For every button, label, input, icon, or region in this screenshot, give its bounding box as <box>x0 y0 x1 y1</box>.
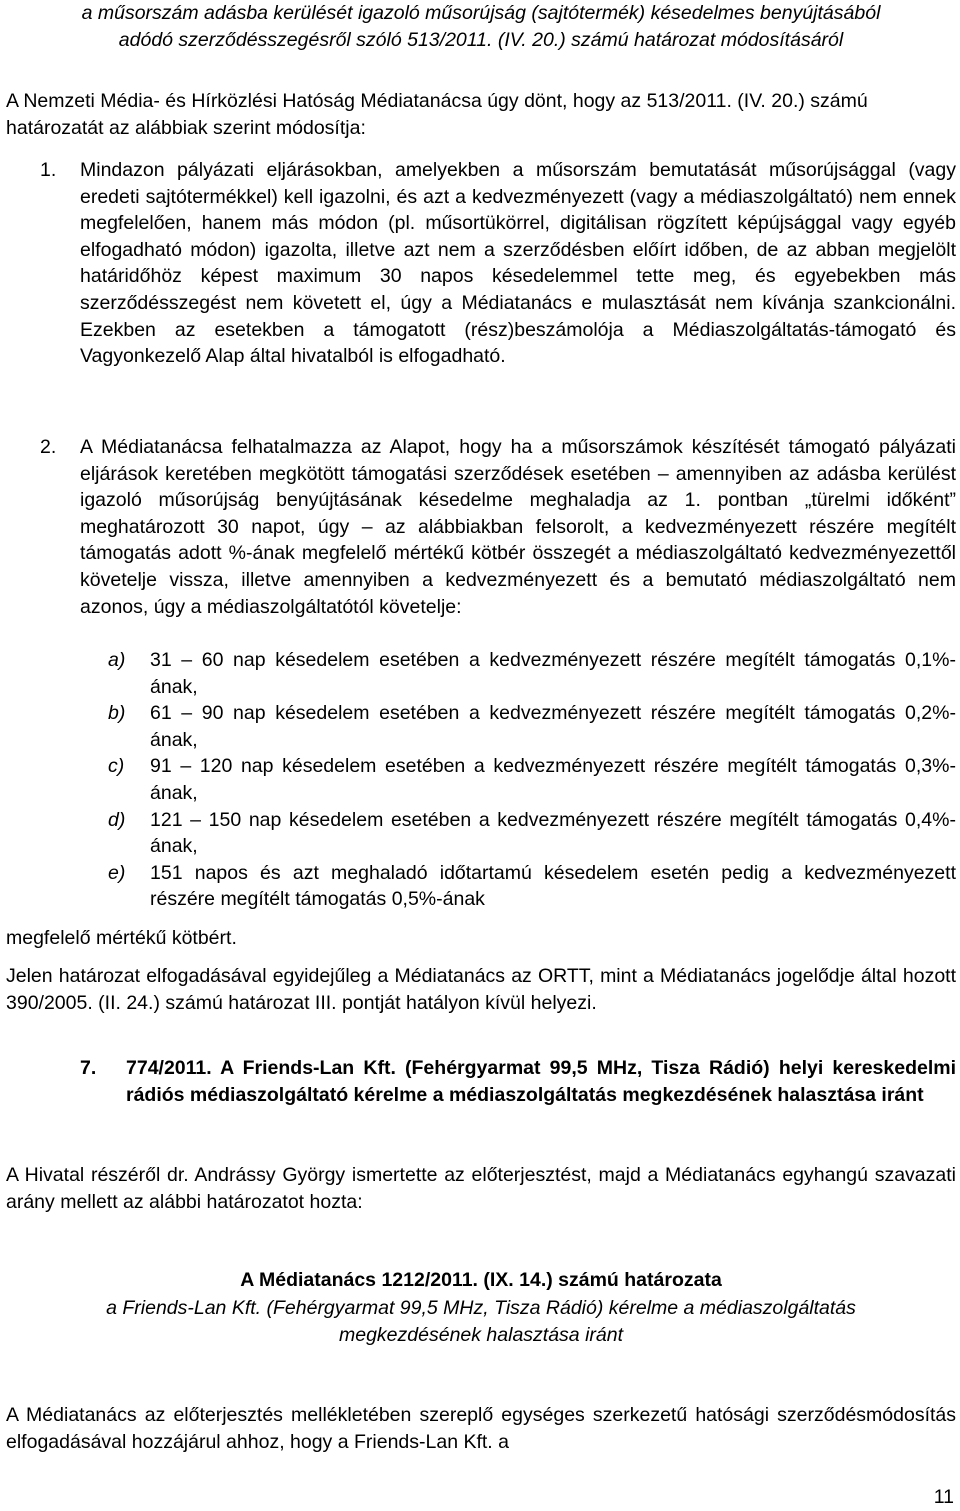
agenda-item-number: 7. <box>80 1057 97 1079</box>
penalty-item-c <box>108 753 956 806</box>
penalty-item-b <box>108 700 956 753</box>
final-paragraph: A Médiatanács az előterjesztés mellékletében szereplő egységes szerkezetű hatósági szerződésmódosítás elfogadásával hozzájárul ahhoz, hogy a Friends-Lan Kft. a <box>6 1404 956 1453</box>
penalty-text: 31 – 60 nap késedelem esetében a kedvezményezett részére megítélt támogatás 0,1%-ának, <box>150 649 956 698</box>
item-number: 1. <box>40 159 57 181</box>
item-text: A Médiatanácsa felhatalmazza az Alapot, hogy ha a műsorszámok készítését támogató pályázati eljárások keretében megkötött támogatási szerződések esetében – amennyiben az adásba kerülést igazoló műsorújság benyújtásának késedelme meghaladja az 1. pontban „türelmi időként” meghatározott 30 napot, úgy – az alábbiakban felsorolt, a kedvezményezett részére megítélt támogatás adott %-ának megfelelő mértékű kötbér összegét a médiaszolgáltató kedvezményezettől követelje vissza, illetve amennyiben a kedvezményezett és a bemutató médiaszolgáltató nem azonos, úgy a médiaszolgáltatótól követelje: <box>80 436 956 618</box>
numbered-item-1 <box>40 157 956 370</box>
penalty-letter: c) <box>108 755 125 778</box>
decision-title <box>6 0 956 53</box>
penalty-list <box>108 647 956 913</box>
penalty-letter: a) <box>108 649 126 671</box>
penalty-letter: e) <box>108 861 126 884</box>
resolution-subtitle-line-2: megkezdésének halasztása iránt <box>339 1323 623 1346</box>
intro-paragraph: A Nemzeti Média- és Hírközlési Hatóság Médiatanácsa úgy dönt, hogy az 513/2011. (IV. 20.) számú határozatát az alábbiak szerint módosítja: <box>6 90 868 139</box>
penalty-text: 121 – 150 nap késedelem esetében a kedvezményezett részére megítélt támogatás 0,4%-ának, <box>150 808 956 858</box>
penalty-letter: d) <box>108 808 126 831</box>
penalty-letter: b) <box>108 702 126 725</box>
resolution-title: A Médiatanács 1212/2011. (IX. 14.) számú határozata <box>240 1269 722 1291</box>
decision-title-line-2: adódó szerződésszegésről szóló 513/2011. (IV. 20.) számú határozat módosításáról <box>118 28 844 51</box>
penalty-item-a <box>108 647 956 700</box>
penalty-closing: megfelelő mértékű kötbért. <box>6 927 237 949</box>
decision-title-line-1: a műsorszám adásba kerülését igazoló műsorújság (sajtótermék) késedelmes benyújtásából <box>81 2 881 24</box>
penalty-item-d <box>108 807 956 860</box>
resolution-subtitle-line-1: a Friends-Lan Kft. (Fehérgyarmat 99,5 MHz, Tisza Rádió) kérelme a médiaszolgáltatás <box>106 1297 856 1319</box>
penalty-text: 151 napos és azt meghaladó időtartamú késedelem esetén pedig a kedvezményezett részére megítélt támogatás 0,5%-ának <box>150 861 956 911</box>
numbered-item-2 <box>40 434 956 620</box>
page-number: 11 <box>933 1486 954 1508</box>
penalty-text: 91 – 120 nap késedelem esetében a kedvezményezett részére megítélt támogatás 0,3%-ának, <box>150 755 956 804</box>
penalty-text: 61 – 90 nap késedelem esetében a kedvezményezett részére megítélt támogatás 0,2%-ának, <box>150 702 956 751</box>
repeal-paragraph: Jelen határozat elfogadásával egyidejűleg a Médiatanács az ORTT, mint a Médiatanács jogelődje által hozott 390/2005. (II. 24.) számú határozat III. pontját hatályon kívül helyezi. <box>6 965 956 1014</box>
item-text: Mindazon pályázati eljárásokban, amelyekben a műsorszám bemutatását műsorújsággal (vagy eredeti sajtótermékkel) kell igazolni, és azt a kedvezményezett (vagy a médiaszolgáltató) nem ennek megfelelően, hanem más módon (pl. műsortükörrel, digitálisan rögzített képújsággal vagy egyéb elfogadható módon) igazolta, illetve azt nem a szerződésben előírt időben, de az abban megjelölt határidőhöz képest maximum 30 napos késedelemmel tette meg, és egyebekben más szerződésszegést nem követett el, úgy a Médiatanács e mulasztását nem kívánja szankcionálni. Ezekben az esetekben a támogatott (rész)beszámolója a Médiaszolgáltatás-támogató és Vagyonkezelő Alap által hivatalból is elfogadható. <box>80 159 956 368</box>
agenda-item-title: 774/2011. A Friends-Lan Kft. (Fehérgyarmat 99,5 MHz, Tisza Rádió) helyi kereskedelmi rádiós médiaszolgáltató kérelme a médiaszolgáltatás megkezdésének halasztása iránt <box>126 1057 956 1106</box>
penalty-item-e <box>108 860 956 913</box>
item-number: 2. <box>40 436 57 458</box>
agenda-item-heading <box>80 1055 956 1108</box>
presentation-paragraph: A Hivatal részéről dr. Andrássy György ismertette az előterjesztést, majd a Médiatanács egyhangú szavazati arány mellett az alábbi határozatot hozta: <box>6 1164 956 1213</box>
resolution-subtitle <box>6 1295 956 1348</box>
